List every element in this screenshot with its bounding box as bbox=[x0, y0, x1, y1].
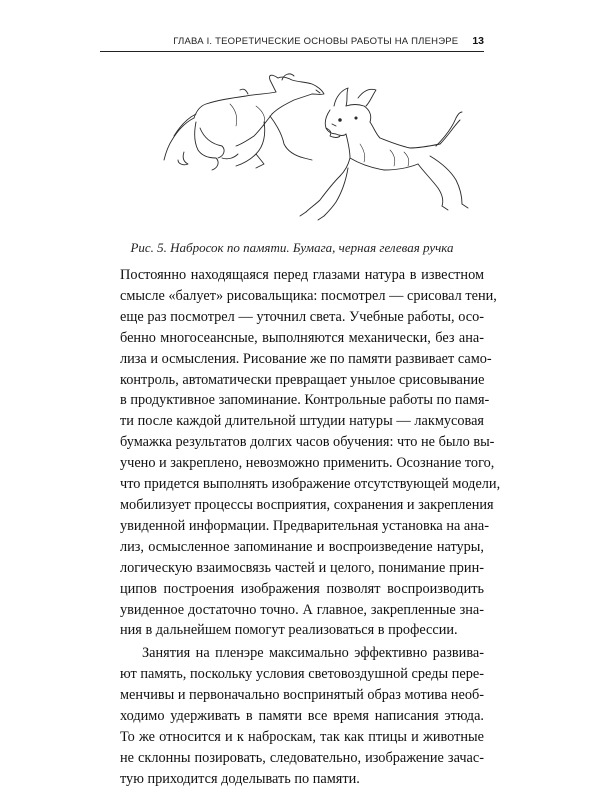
text-line: ют память, поскольку условия световоздушной среды пере- bbox=[120, 666, 484, 683]
page-number: 13 bbox=[472, 35, 484, 47]
text-line: в продуктивное запоминание. Контрольные работы по памя- bbox=[120, 392, 490, 409]
text-line: Постоянно находящаяся перед глазами натура в известном bbox=[120, 267, 484, 283]
right-dog-sketch bbox=[300, 88, 468, 220]
text-line: увиденное достаточно точно. А главное, закрепленные зна- bbox=[120, 601, 484, 618]
text-line: бумажка результатов долгих часов обучения: что не было вы- bbox=[120, 434, 495, 451]
text-line: лиза и осмысления. Рисование же по памяти развивает само- bbox=[120, 350, 492, 367]
figure-caption: Рис. 5. Набросок по памяти. Бумага, черная гелевая ручка bbox=[130, 240, 454, 255]
text-line: мобилизует процессы восприятия, сохранения и закрепления bbox=[120, 496, 494, 513]
text-line: лиз, осмысленное запоминание и воспроизведение натуры, bbox=[120, 538, 484, 555]
text-line: еще раз посмотрел — уточнил света. Учебные работы, осо- bbox=[120, 308, 484, 325]
text-line: увиденной информации. Предварительная установка на ана- bbox=[120, 517, 490, 534]
running-header bbox=[100, 32, 484, 52]
chapter-title: ГЛАВА I. ТЕОРЕТИЧЕСКИЕ ОСНОВЫ РАБОТЫ НА ПЛЕНЭРЕ bbox=[173, 36, 459, 47]
text-line: учено и закреплено, невозможно применить. Осознание того, bbox=[120, 455, 495, 472]
paragraph bbox=[120, 643, 484, 789]
dog-sketch-illustration bbox=[160, 60, 480, 240]
text-line: То же относится и к наброскам, так как птицы и животные bbox=[120, 728, 484, 745]
text-line: логическую взаимосвязь частей и целого, понимание прин- bbox=[120, 559, 484, 576]
text-line: смысле «балует» рисовальщика: посмотрел — срисовал тени, bbox=[120, 287, 497, 304]
text-line: ходимо удерживать в памяти все время написания этюда. bbox=[120, 708, 484, 725]
text-line: бенно многосеансные, выполняются механически, без ана- bbox=[120, 329, 484, 346]
text-line: менчивы и первоначально воспринятый образ мотива необ- bbox=[120, 687, 485, 704]
text-line: не склонны позировать, следовательно, изображение зачас- bbox=[120, 749, 484, 766]
text-line: что придется выполнять изображение отсутствующей модели, bbox=[120, 476, 501, 493]
body-text bbox=[120, 265, 501, 790]
text-line: Занятия на пленэре максимально эффективно развива- bbox=[142, 645, 484, 662]
text-line: тую приходится доделывать по памяти. bbox=[120, 770, 360, 787]
text-line: контроль, автоматически превращает унылое срисовывание bbox=[120, 371, 485, 388]
text-line: ния в дальнейшем помогут реализоваться в профессии. bbox=[120, 622, 458, 639]
paragraph bbox=[120, 265, 501, 641]
left-dog-sketch bbox=[164, 74, 324, 170]
text-line: ципов построения изображения позволят воспроизводить bbox=[120, 580, 484, 597]
text-line: ти после каждой длительной штудии натуры — лакмусовая bbox=[120, 413, 484, 430]
